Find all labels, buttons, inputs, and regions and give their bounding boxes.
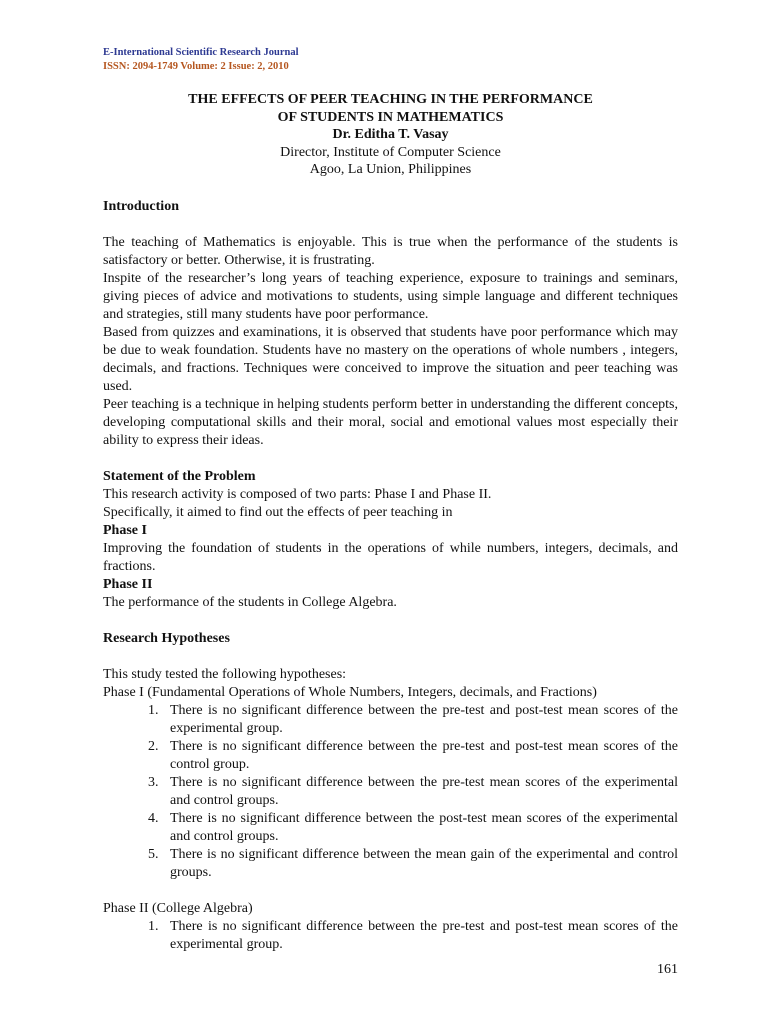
hypotheses-heading: Research Hypotheses xyxy=(103,631,230,646)
list-number: 3. xyxy=(148,775,159,790)
journal-header xyxy=(103,46,299,74)
list-number: 1. xyxy=(148,919,159,934)
list-number: 4. xyxy=(148,811,159,826)
list-item xyxy=(148,738,678,774)
title-block xyxy=(103,91,678,179)
list-number: 2. xyxy=(148,739,159,754)
problem-line: This research activity is composed of two parts: Phase I and Phase II. xyxy=(103,487,492,502)
paper-title-line-2: OF STUDENTS IN MATHEMATICS xyxy=(277,109,504,125)
list-number: 1. xyxy=(148,703,159,718)
list-item-text: There is no significant difference between the pre-test and post-test mean scores of the experimental group. xyxy=(170,919,678,952)
phase-2-hypotheses-list xyxy=(103,918,678,954)
author-name: Dr. Editha T. Vasay xyxy=(332,127,449,142)
phase-1-heading: Phase I xyxy=(103,523,147,538)
list-item-text: There is no significant difference between the pre-test mean scores of the experimental and control groups. xyxy=(170,775,678,808)
introduction-paragraph: Based from quizzes and examinations, it is observed that students have poor performance which may be due to weak foundation. Students have no mastery on the operations of whole numbers , integers, decimals, and fractions. Techniques were conceived to improve the situation and peer teaching was used. xyxy=(103,325,678,394)
list-item xyxy=(148,774,678,810)
list-item xyxy=(148,846,678,882)
page-number: 161 xyxy=(657,962,678,977)
list-item-text: There is no significant difference between the post-test mean scores of the experimental and control groups. xyxy=(170,811,678,844)
hypotheses-intro: This study tested the following hypotheses: xyxy=(103,667,347,682)
introduction-paragraph: Inspite of the researcher’s long years of teaching experience, exposure to trainings and seminars, giving pieces of advice and motivations to students, using simple language and different techniques and strategies, still many students have poor performance. xyxy=(103,271,678,322)
list-item xyxy=(148,702,678,738)
author-location: Agoo, La Union, Philippines xyxy=(309,162,472,177)
phase-1-text: Improving the foundation of students in the operations of while numbers, integers, decimals, and fractions. xyxy=(103,541,678,574)
phase-2-heading: Phase II xyxy=(103,577,153,592)
list-item-text: There is no significant difference between the pre-test and post-test mean scores of the control group. xyxy=(170,739,678,772)
paper-title-line-1: THE EFFECTS OF PEER TEACHING IN THE PERFORMANCE xyxy=(188,92,593,107)
phase-2-text: The performance of the students in College Algebra. xyxy=(103,595,397,610)
list-item-text: There is no significant difference between the pre-test and post-test mean scores of the experimental group. xyxy=(170,703,678,736)
list-number: 5. xyxy=(148,847,159,862)
phase-1-hypotheses-label: Phase I (Fundamental Operations of Whole Numbers, Integers, decimals, and Fractions) xyxy=(103,685,597,700)
list-item-text: There is no significant difference between the mean gain of the experimental and control groups. xyxy=(170,847,678,880)
problem-line: Specifically, it aimed to find out the effects of peer teaching in xyxy=(103,505,453,520)
introduction-heading: Introduction xyxy=(103,199,179,214)
introduction-paragraph: Peer teaching is a technique in helping students perform better in understanding the different concepts, developing computational skills and their moral, social and emotional values most especially their ability to express their ideas. xyxy=(103,397,678,448)
problem-heading: Statement of the Problem xyxy=(103,469,256,484)
author-position: Director, Institute of Computer Science xyxy=(280,144,501,160)
list-item xyxy=(148,810,678,846)
journal-issn: ISSN: 2094-1749 Volume: 2 Issue: 2, 2010 xyxy=(103,61,289,72)
journal-name: E-International Scientific Research Journal xyxy=(103,47,299,58)
phase-2-hypotheses-label: Phase II (College Algebra) xyxy=(103,901,253,916)
list-item xyxy=(148,918,678,954)
introduction-paragraph: The teaching of Mathematics is enjoyable. This is true when the performance of the students is satisfactory or better. Otherwise, it is frustrating. xyxy=(103,235,678,268)
paper-body xyxy=(103,198,678,954)
phase-1-hypotheses-list xyxy=(103,702,678,882)
